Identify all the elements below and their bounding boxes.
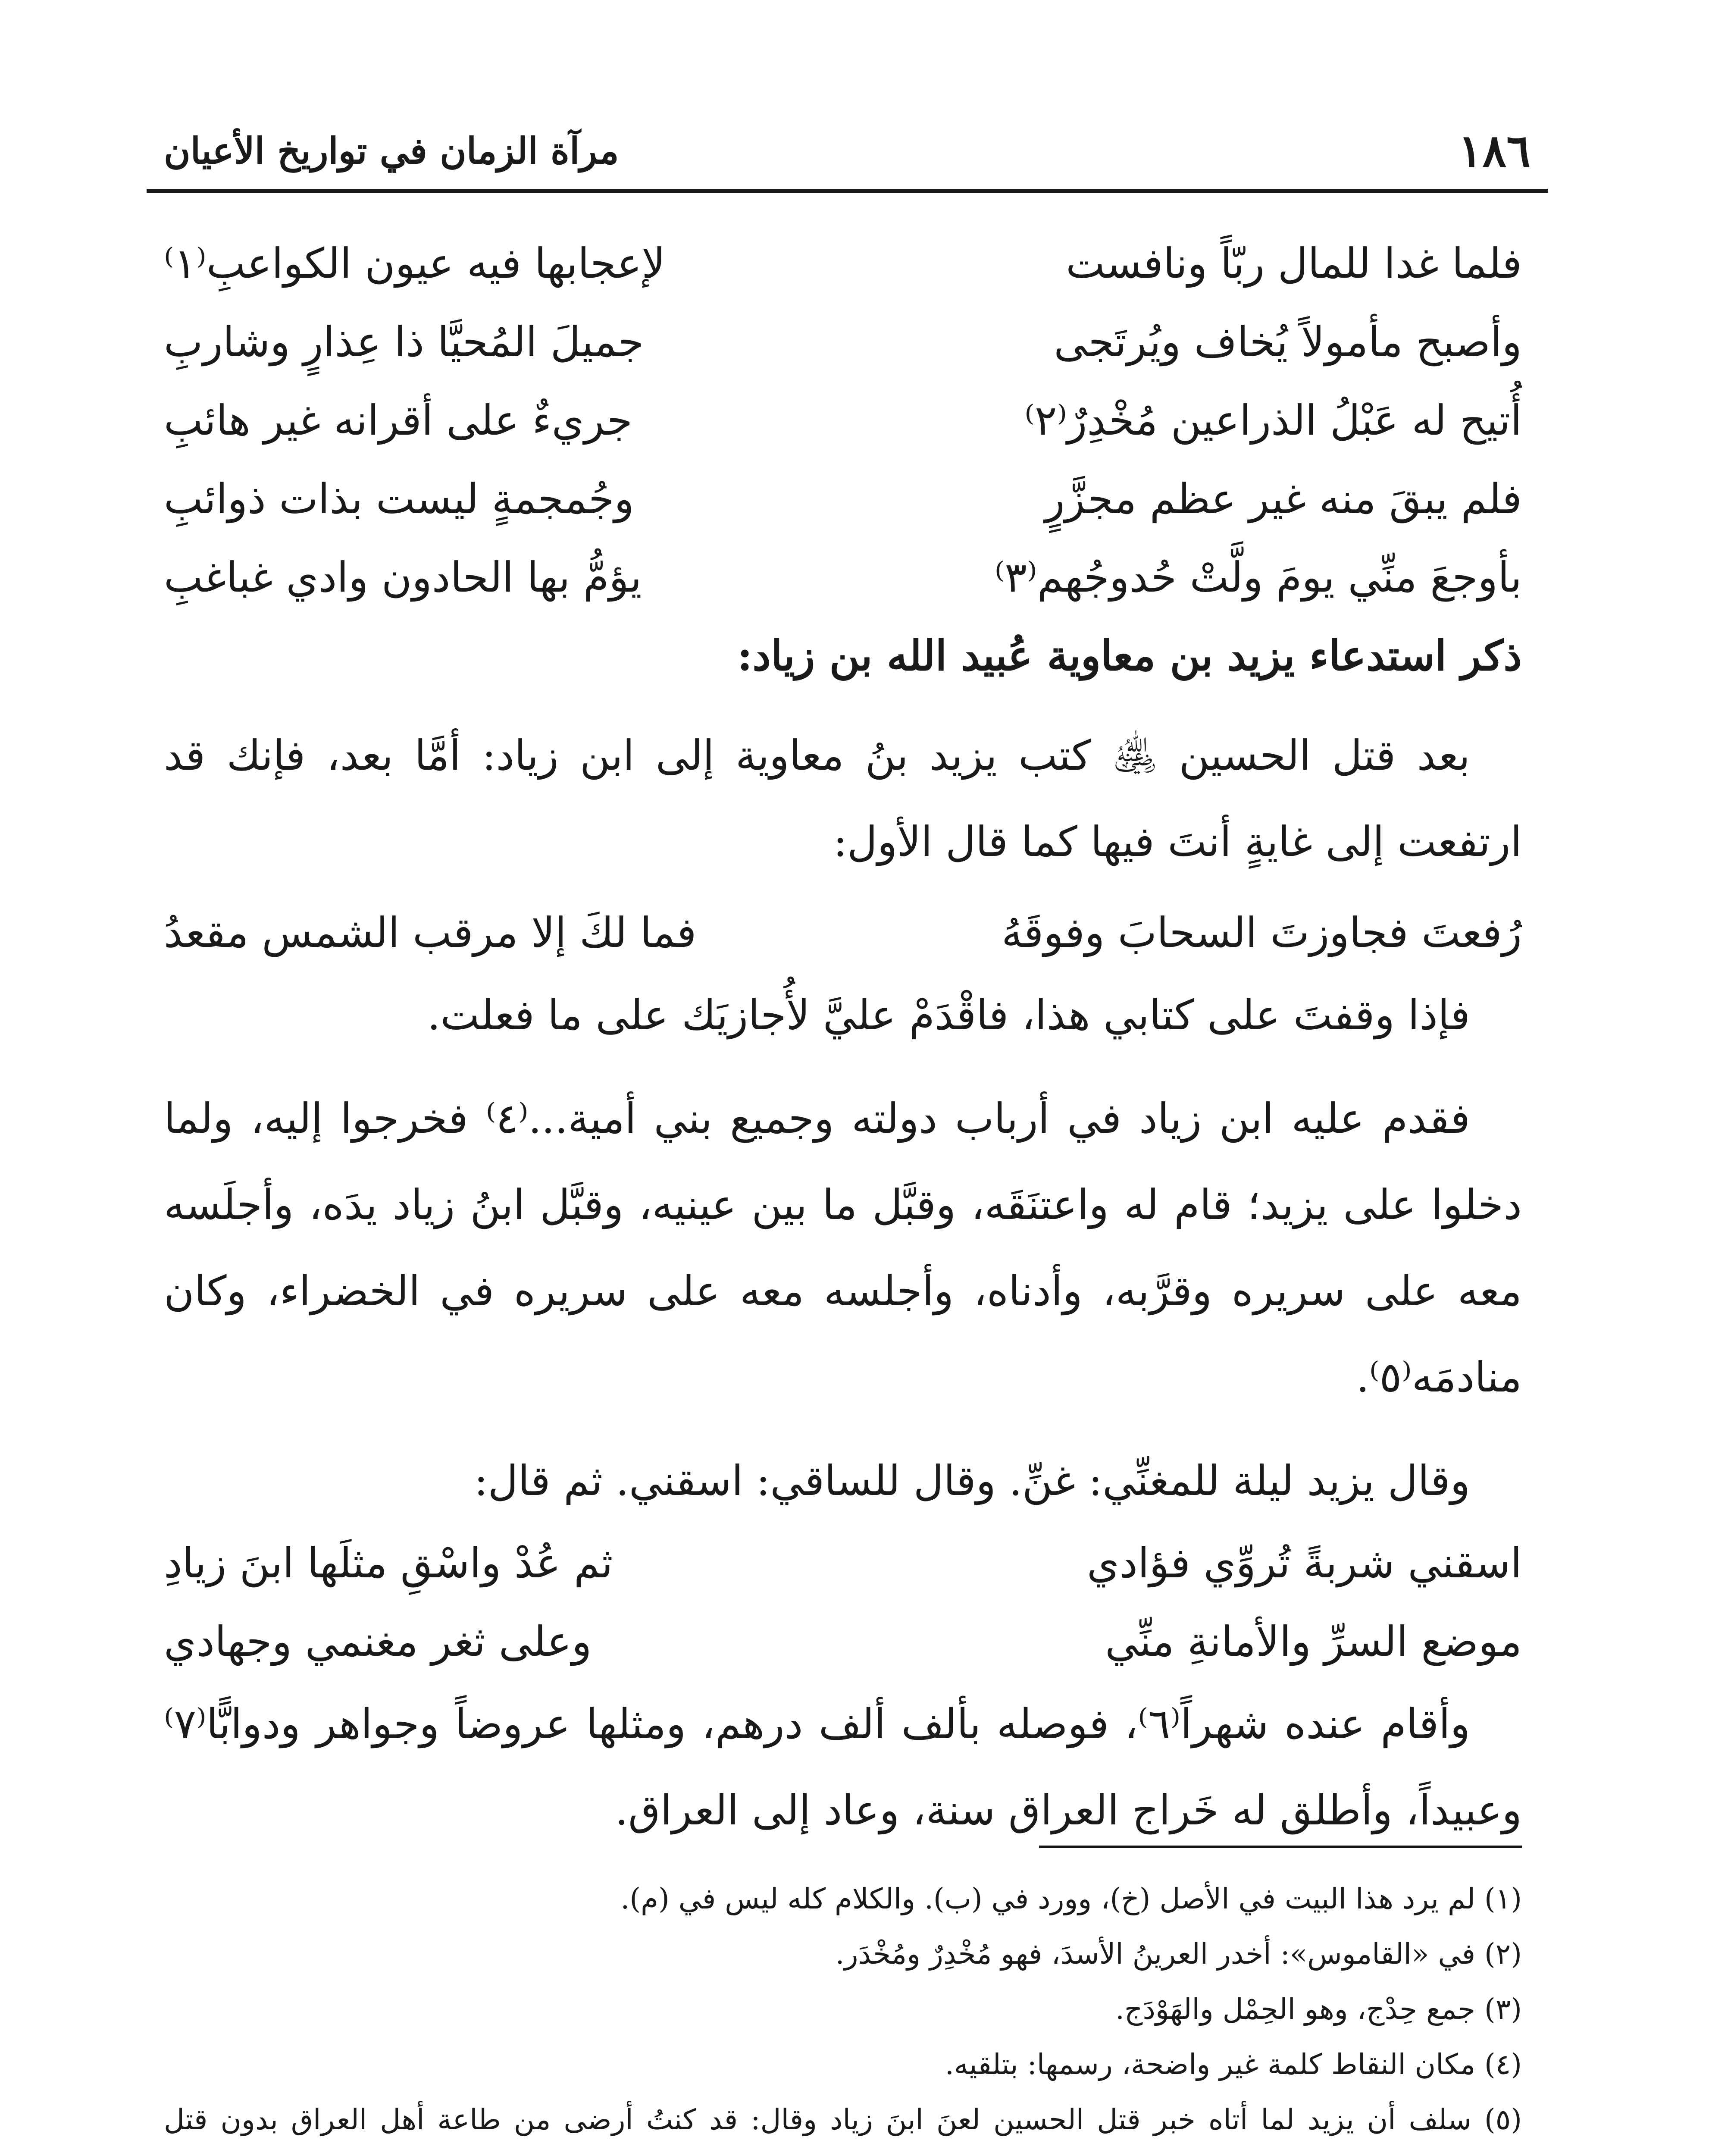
verse-line [147,1524,1548,1602]
verse-line [147,224,1548,303]
running-title: مرآة الزمان في تواريخ الأعيان [164,129,619,172]
verse-line [147,381,1548,460]
verse-first-hemistich: موضع السرِّ والأمانةِ منِّي [1105,1617,1522,1666]
page-body [147,224,1548,1853]
verse-line [147,1602,1548,1681]
footnotes [164,1871,1522,2156]
verse-second-hemistich: ثم عُدْ واسْقِ مثلَها ابنَ زيادِ [164,1539,613,1587]
verse-line [147,893,1548,972]
verse-first-hemistich: فلما غدا للمال ربّاً ونافست [1066,239,1522,288]
paragraph-letter: بعد قتل الحسين ﵁ كتب يزيد بنُ معاوية إلى ابن زياد: أمَّا بعد، فإنك قد ارتفعت إلى غايةٍ أنتَ فيها كما قال الأول: [164,731,1522,866]
verse-line [147,538,1548,617]
footnote: (٢) في «القاموس»: أخدر العرينُ الأسدَ، فهو مُخْدِرٌ ومُخْدَر. [835,1937,1522,1971]
verse-first-hemistich: فلم يبقَ منه غير عظم مجزَّرٍ [1045,475,1522,523]
verse-second-hemistich: وعلى ثغر مغنمي وجهادي [164,1617,592,1666]
footnote: (٥) سلف أن يزيد لما أتاه خبر قتل الحسين لعنَ ابنَ زياد وقال: قد كنتُ أرضى من طاعة أهل العراق بدون قتل [164,2103,1522,2136]
verse-line [147,460,1548,538]
paragraph-singer: وقال يزيد ليلة للمغنِّي: غنِّ. وقال للساقي: اسقني. ثم قال: [474,1457,1470,1505]
verse-first-hemistich: أُتيح له عَبْلُ الذراعين مُخْدِرٌ⁽٢⁾ [1024,396,1522,445]
poem-top [147,224,1548,617]
footnote: (٣) جمع حِدْج، وهو الحِمْل والهَوْدَج. [1115,1993,1522,2026]
book-page [147,0,1548,2156]
verse-second-hemistich: وجُمجمةٍ ليست بذات ذوائبِ [164,475,634,523]
verse-second-hemistich: جميلَ المُحيَّا ذا عِذارٍ وشاربِ [164,318,644,366]
verse-first-hemistich: رُفعتَ فجاوزتَ السحابَ وفوقَهُ [1002,909,1522,957]
verse-second-hemistich: يؤمُّ بها الحادون وادي غباغبِ [164,553,642,602]
verse-first-hemistich: اسقني شربةً تُروِّي فؤادي [1086,1539,1522,1587]
paragraph-arrival: فقدم عليه ابن زياد في أرباب دولته وجميع بني أمية...⁽٤⁾ فخرجوا إليه، ولما دخلوا على يزيد؛ قام له واعتنَقَه، وقبَّل ما بين عينيه، وقبَّل ابنُ زياد يدَه، وأجلَسه معه على سريره وقرَّبه، وأدناه، وأجلسه معه على سريره في الخضراء، وكان منادمَه⁽٥⁾. [164,1094,1522,1401]
footnote-rule [1039,1846,1522,1848]
verse-second-hemistich: لإعجابها فيه عيون الكواعبِ⁽١⁾ [164,239,666,288]
page-number: ١٨٦ [1458,124,1531,177]
verse-second-hemistich: جريءٌ على أقرانه غير هائبِ [164,396,633,445]
verse-first-hemistich: وأصبح مأمولاً يُخاف ويُرتَجى [1054,318,1522,366]
footnote: (١) لم يرد هذا البيت في الأصل (خ)، وورد في (ب). والكلام كله ليس في (م). [620,1882,1522,1915]
section-heading: ذكر استدعاء يزيد بن معاوية عُبيد الله بن زياد: [737,631,1522,680]
poem-bottom [147,1524,1548,1681]
verse-line [147,303,1548,381]
page-header [147,116,1548,194]
header-rule [147,189,1548,193]
verse-first-hemistich: بأوجعَ منِّي يومَ ولَّتْ حُدوجُهم⁽٣⁾ [994,553,1522,602]
footnote: (٤) مكان النقاط كلمة غير واضحة، رسمها: بتلقيه. [945,2048,1522,2081]
paragraph-stay: وأقام عنده شهراً⁽٦⁾، فوصله بألف ألف درهم، ومثلها عروضاً وجواهر ودوابًّا⁽٧⁾ وعبيداً، وأطلق له خَراج العراق سنة، وعاد إلى العراق. [164,1700,1522,1834]
paragraph-letter-end: فإذا وقفتَ على كتابي هذا، فاقْدَمْ عليَّ لأُجازيَك على ما فعلت. [427,991,1470,1039]
verse-second-hemistich: فما لكَ إلا مرقب الشمس مقعدُ [164,909,697,957]
